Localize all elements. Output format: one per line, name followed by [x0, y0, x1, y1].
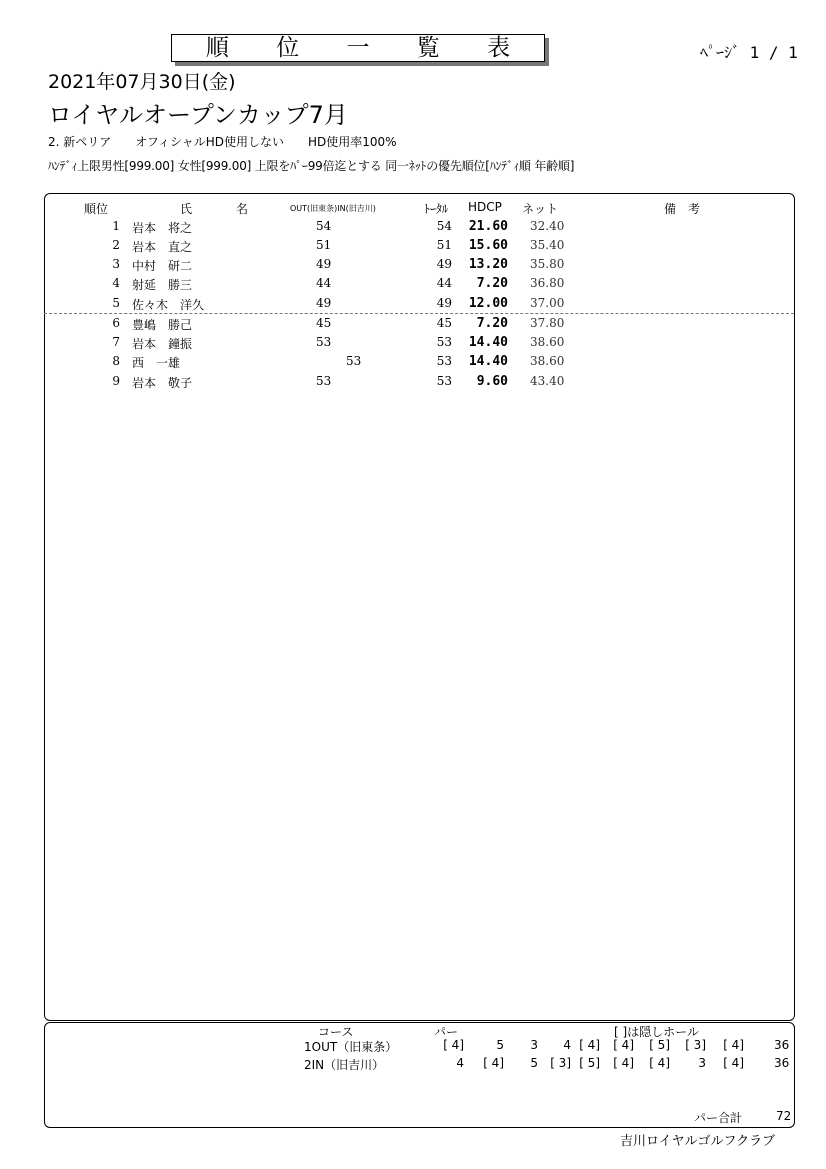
net-score-cell: 36.80	[530, 276, 565, 290]
out-score-cell: 49	[316, 296, 332, 310]
out-score-cell: 53	[316, 374, 332, 388]
hole-par: 4	[563, 1038, 571, 1052]
net-score-cell: 32.40	[530, 219, 565, 233]
scoring-condition: 2. 新ペリア オフィシャルHD使用しない HD使用率100%	[48, 135, 397, 149]
hole-par: [ 4]	[443, 1038, 464, 1052]
out-score-cell: 44	[316, 276, 332, 290]
out-score-cell: 51	[316, 238, 332, 252]
col-header-net: ネット	[522, 202, 559, 216]
hole-par: [ 5]	[649, 1038, 670, 1052]
hole-par: 4	[456, 1056, 464, 1070]
out-score-cell: 53	[316, 335, 332, 349]
total-score-cell: 53	[436, 335, 452, 349]
hole-par: 3	[530, 1038, 538, 1052]
rank-cell: 1	[112, 219, 120, 233]
par-total-value: 72	[776, 1109, 792, 1123]
rank-cell: 3	[112, 257, 120, 271]
hole-par: [ 4]	[723, 1038, 744, 1052]
hdcp-cell: 12.00	[468, 296, 508, 311]
par-label: パー	[434, 1025, 459, 1039]
rank-cell: 5	[112, 296, 120, 310]
result-row	[0, 374, 826, 394]
player-name-cell: 射延 勝三	[132, 278, 193, 292]
out-score-cell: 45	[316, 316, 332, 330]
total-score-cell: 53	[436, 374, 452, 388]
total-score-cell: 53	[436, 354, 452, 368]
hidden-hole-note: [ ]は隠しホール	[614, 1025, 699, 1039]
out-score-cell: 54	[316, 219, 332, 233]
hole-par: [ 5]	[579, 1056, 600, 1070]
hole-par: [ 4]	[613, 1056, 634, 1070]
col-header-total: ﾄｰﾀﾙ	[424, 202, 449, 216]
col-header-out-in: OUT(旧東条)IN(旧吉川)	[290, 204, 376, 213]
page-title: 順 位 一 覧 表	[205, 35, 531, 61]
result-row	[0, 316, 826, 336]
net-score-cell: 43.40	[530, 374, 565, 388]
player-name-cell: 中村 研二	[132, 259, 193, 273]
player-name-cell: 豊嶋 勝己	[132, 318, 193, 332]
total-score-cell: 54	[436, 219, 452, 233]
hdcp-cell: 14.40	[468, 354, 508, 369]
result-row	[0, 219, 826, 239]
par-total-label: パー合計	[694, 1111, 743, 1125]
course-label: コース	[318, 1025, 354, 1039]
col-header-remarks: 備 考	[664, 202, 701, 216]
hole-par: [ 4]	[613, 1038, 634, 1052]
net-score-cell: 38.60	[530, 335, 565, 349]
col-header-hdcp: HDCP	[468, 200, 502, 214]
hdcp-cell: 9.60	[476, 374, 508, 389]
event-name: ロイヤルオープンカップ7月	[48, 101, 348, 129]
prize-divider-line	[44, 313, 794, 314]
hdcp-cell: 7.20	[476, 316, 508, 331]
course-par-total: 36	[774, 1056, 790, 1070]
net-score-cell: 37.80	[530, 316, 565, 330]
handicap-condition: ﾊﾝﾃﾞｨ上限男性[999.00] 女性[999.00] 上限をﾊﾟｰ99倍迄とする 同一ﾈｯﾄの優先順位[ﾊﾝﾃﾞｨ順 年齢順]	[48, 159, 575, 173]
player-name-cell: 岩本 直之	[132, 240, 193, 254]
out-score-cell: 49	[316, 257, 332, 271]
net-score-cell: 35.40	[530, 238, 565, 252]
in-score-cell: 53	[346, 354, 362, 368]
total-score-cell: 49	[436, 296, 452, 310]
hdcp-cell: 15.60	[468, 238, 508, 253]
total-score-cell: 51	[436, 238, 452, 252]
club-name: 吉川ロイヤルゴルフクラブ	[620, 1134, 776, 1149]
hole-par: [ 3]	[685, 1038, 706, 1052]
rank-cell: 8	[112, 354, 120, 368]
hole-par: [ 4]	[579, 1038, 600, 1052]
col-header-name1: 氏	[180, 202, 193, 216]
course-name: 2IN（旧吉川）	[304, 1058, 385, 1072]
event-date: 2021年07月30日(金)	[48, 71, 236, 93]
course-par-total: 36	[774, 1038, 790, 1052]
total-score-cell: 44	[436, 276, 452, 290]
player-name-cell: 岩本 鐘振	[132, 337, 193, 351]
result-row	[0, 335, 826, 355]
hole-par: [ 4]	[723, 1056, 744, 1070]
hole-par: [ 3]	[550, 1056, 571, 1070]
net-score-cell: 35.80	[530, 257, 565, 271]
page-title-box	[171, 34, 545, 62]
hole-par: 3	[698, 1056, 706, 1070]
hole-par: 5	[530, 1056, 538, 1070]
course-name: 1OUT（旧東条）	[304, 1040, 398, 1054]
hdcp-cell: 21.60	[468, 219, 508, 234]
hole-par: 5	[496, 1038, 504, 1052]
col-header-rank: 順位	[84, 202, 109, 216]
player-name-cell: 佐々木 洋久	[132, 298, 205, 312]
total-score-cell: 49	[436, 257, 452, 271]
rank-cell: 9	[112, 374, 120, 388]
rank-cell: 6	[112, 316, 120, 330]
rank-cell: 7	[112, 335, 120, 349]
player-name-cell: 岩本 敬子	[132, 376, 193, 390]
total-score-cell: 45	[436, 316, 452, 330]
result-row	[0, 276, 826, 296]
net-score-cell: 38.60	[530, 354, 565, 368]
player-name-cell: 岩本 将之	[132, 221, 193, 235]
hole-par: [ 4]	[649, 1056, 670, 1070]
hole-par: [ 4]	[483, 1056, 504, 1070]
player-name-cell: 西 一雄	[132, 356, 181, 370]
col-header-name2: 名	[236, 202, 249, 216]
page-number: ﾍﾟｰｼﾞ 1 / 1	[700, 43, 798, 62]
result-row	[0, 238, 826, 258]
net-score-cell: 37.00	[530, 296, 565, 310]
result-row	[0, 354, 826, 374]
hdcp-cell: 7.20	[476, 276, 508, 291]
hdcp-cell: 14.40	[468, 335, 508, 350]
rank-cell: 2	[112, 238, 120, 252]
result-row	[0, 257, 826, 277]
rank-cell: 4	[112, 276, 120, 290]
hdcp-cell: 13.20	[468, 257, 508, 272]
